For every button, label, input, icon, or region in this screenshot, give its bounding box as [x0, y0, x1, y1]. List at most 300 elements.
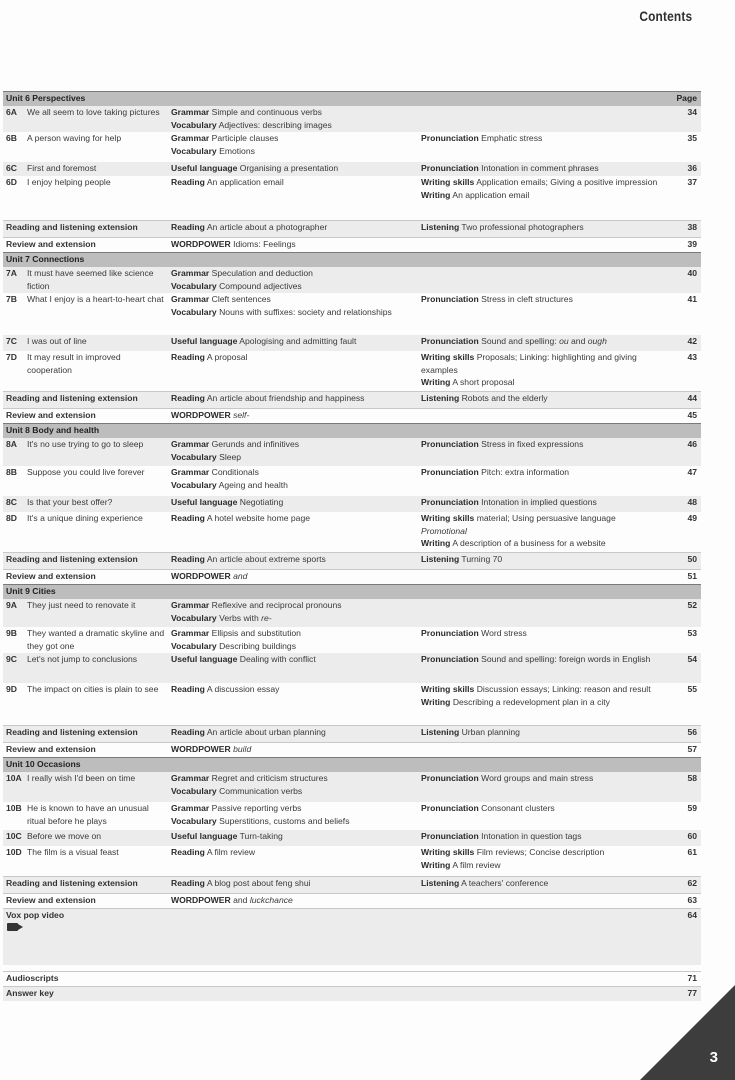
lesson-code: 7B [6, 294, 17, 304]
lesson-topics [171, 599, 416, 624]
label-italic: Promotional [421, 525, 467, 536]
label-bold: Pronunciation [421, 467, 479, 477]
label-text: Robots and the elderly [459, 393, 548, 403]
page-number-cell: 35 [687, 133, 697, 143]
topic-line [171, 512, 416, 525]
skill-line [421, 627, 661, 640]
topic-line [171, 599, 416, 612]
label-bold: Reading [171, 684, 205, 694]
label-bold: Reading [171, 177, 205, 187]
lesson-title: A person waving for help [27, 133, 122, 143]
section-name: Reading and listening extension [6, 222, 138, 232]
label-text: An application email [450, 189, 530, 200]
label-text: Negotiating [237, 497, 284, 507]
label-bold: Writing [421, 538, 451, 548]
page-number-cell: 49 [687, 513, 697, 523]
label-bold: Writing [421, 377, 451, 387]
label-text: Conditionals [209, 467, 259, 477]
section-name: Reading and listening extension [6, 878, 138, 888]
page-number-cell: 63 [687, 895, 697, 905]
lesson-title: It must have seemed like science fiction [27, 268, 154, 291]
label-bold: Writing [421, 696, 451, 707]
skill-line [421, 176, 661, 189]
label-text: An application email [204, 177, 284, 187]
topic-line [171, 496, 416, 509]
topic-line [171, 293, 416, 306]
lesson-skills [421, 466, 661, 479]
unit-name: Unit 10 Occasions [6, 759, 81, 769]
lesson-code: 6C [6, 163, 17, 173]
lesson-title: It may result in improved cooperation [27, 352, 121, 375]
lesson-row [3, 293, 701, 335]
toc-row [3, 552, 701, 569]
toc-row [3, 986, 701, 1001]
label-bold: Writing [421, 859, 451, 870]
label-bold: Vocabulary [171, 815, 217, 826]
section-name: Reading and listening extension [6, 393, 138, 403]
page-number-cell: 54 [687, 654, 697, 664]
skill-line [421, 351, 661, 376]
label-bold: Listening [421, 222, 460, 232]
toc-row [3, 408, 701, 423]
unit-name: Unit 8 Body and health [6, 425, 100, 435]
label-bold: Pronunciation [421, 294, 479, 304]
lesson-title: First and foremost [27, 163, 97, 173]
lesson-skills [421, 162, 661, 175]
lesson-skills [421, 293, 661, 306]
skill-line [421, 132, 661, 145]
unit-name: Unit 6 Perspectives [6, 93, 86, 103]
lesson-topics [171, 106, 416, 131]
unit-header [3, 757, 701, 772]
toc-row [3, 876, 701, 893]
lesson-skills [421, 132, 661, 145]
topic-line [171, 846, 416, 859]
label-text: A teachers' conference [459, 878, 549, 888]
label-text: Adjectives: describing images [216, 119, 332, 130]
lesson-topics [171, 802, 416, 827]
label-bold: Pronunciation [421, 163, 479, 173]
lesson-skills [421, 846, 661, 871]
lesson-topics [171, 238, 416, 251]
label-bold: Pronunciation [421, 654, 479, 664]
lesson-code: 8A [6, 439, 17, 449]
page-number-cell: 59 [687, 803, 697, 813]
topic-line [171, 306, 416, 319]
topic-line [171, 162, 416, 175]
lesson-code: 7D [6, 352, 17, 362]
label-bold: Useful language [171, 336, 238, 346]
label-bold: Listening [421, 727, 460, 737]
label-text: Consonant clusters [478, 803, 555, 813]
lesson-skills [421, 176, 661, 201]
label-bold: Reading [171, 352, 205, 362]
label-text: A description of a business for a website [450, 538, 606, 548]
topic-line [171, 267, 416, 280]
lesson-topics [171, 293, 416, 318]
lesson-topics [171, 877, 416, 890]
page-number-cell: 46 [687, 439, 697, 449]
lesson-title: What I enjoy is a heart-to-heart chat [27, 294, 164, 304]
topic-line [171, 438, 416, 451]
lesson-skills [421, 351, 661, 389]
label-text: Gerunds and infinitives [209, 439, 300, 449]
label-italic: ou [559, 336, 569, 346]
section-name: Answer key [6, 988, 54, 998]
label-text: A hotel website home page [204, 513, 311, 523]
label-bold: Pronunciation [421, 773, 479, 783]
lesson-title: I enjoy helping people [27, 177, 111, 187]
label-text: A short proposal [450, 377, 515, 387]
vox-pop-row [3, 908, 701, 965]
label-bold: Useful language [171, 654, 238, 664]
page-column-label: Page [676, 93, 697, 103]
lesson-code: 10C [6, 831, 22, 841]
skill-line [421, 683, 661, 696]
topic-line [171, 221, 416, 234]
label-text: Emotions [216, 145, 255, 156]
lesson-topics [171, 653, 416, 666]
lesson-code: 9A [6, 600, 17, 610]
lesson-code: 8D [6, 513, 17, 523]
lesson-title: Let's not jump to conclusions [27, 654, 138, 664]
topic-line [171, 238, 416, 251]
label-bold: Pronunciation [421, 336, 479, 346]
label-bold: Grammar [171, 803, 210, 813]
toc-row [3, 220, 701, 237]
lesson-row [3, 466, 701, 496]
lesson-code: 9D [6, 684, 17, 694]
label-text: Idioms: Feelings [230, 239, 296, 249]
label-bold: Writing skills [421, 513, 475, 523]
label-text: Pitch: extra information [478, 467, 570, 477]
lesson-code: 8C [6, 497, 17, 507]
lesson-code: 6B [6, 133, 17, 143]
topic-line [171, 351, 416, 364]
page-number-cell: 56 [687, 727, 697, 737]
label-bold: Grammar [171, 133, 210, 143]
lesson-skills [421, 726, 661, 739]
lesson-skills [421, 653, 661, 666]
skill-line [421, 553, 661, 566]
label-text: An article about a photographer [204, 222, 328, 232]
lesson-topics [171, 570, 416, 583]
skill-line [421, 189, 661, 202]
label-text: A film review [450, 859, 501, 870]
skill-line [421, 335, 661, 348]
toc-row [3, 237, 701, 252]
page-number-cell: 64 [687, 910, 697, 920]
topic-line [171, 479, 416, 492]
lesson-title: They just need to renovate it [27, 600, 136, 610]
page-number-cell: 50 [687, 554, 697, 564]
label-text: Application emails; Giving a positive impression [474, 177, 658, 187]
label-bold: Pronunciation [421, 628, 479, 638]
lesson-title: Is that your best offer? [27, 497, 113, 507]
topic-line [171, 392, 416, 405]
label-bold: Vocabulary [171, 479, 217, 490]
label-bold: Reading [171, 727, 205, 737]
skill-line [421, 859, 661, 872]
skill-line [421, 877, 661, 890]
lesson-topics [171, 438, 416, 463]
page-number-cell: 52 [687, 600, 697, 610]
lesson-code: 10A [6, 773, 22, 783]
lesson-code: 6D [6, 177, 17, 187]
lesson-skills [421, 438, 661, 451]
section-name: Review and extension [6, 239, 96, 249]
lesson-row [3, 599, 701, 627]
skill-line [421, 830, 661, 843]
label-bold: Listening [421, 878, 460, 888]
label-text: Emphatic stress [478, 133, 543, 143]
label-text: Sound and spelling: [478, 336, 560, 346]
lesson-row [3, 132, 701, 162]
lesson-code: 6A [6, 107, 17, 117]
page-number-cell: 39 [687, 239, 697, 249]
label-bold: WORDPOWER [171, 239, 231, 249]
skill-line [421, 846, 661, 859]
label-bold: Grammar [171, 773, 210, 783]
label-text: Regret and criticism structures [209, 773, 328, 783]
toc-row [3, 893, 701, 908]
label-text: Intonation in comment phrases [478, 163, 599, 173]
label-bold: Grammar [171, 268, 210, 278]
label-text: A film review [204, 847, 256, 857]
label-text: Nouns with suffixes: society and relationships [216, 306, 392, 317]
label-bold: Grammar [171, 600, 210, 610]
lesson-topics [171, 162, 416, 175]
lesson-topics [171, 743, 416, 756]
label-bold: Listening [421, 554, 460, 564]
page-number-cell: 55 [687, 684, 697, 694]
label-text: and [230, 895, 250, 905]
section-name: Review and extension [6, 410, 96, 420]
toc-row [3, 971, 701, 986]
topic-line [171, 772, 416, 785]
page-number-cell: 51 [687, 571, 697, 581]
lesson-code: 9B [6, 628, 17, 638]
topic-line [171, 653, 416, 666]
label-text: A discussion essay [204, 684, 280, 694]
label-bold: Pronunciation [421, 133, 479, 143]
label-text: Cleft sentences [209, 294, 271, 304]
page-number-cell: 77 [687, 988, 697, 998]
lesson-skills [421, 553, 661, 566]
label-text: Stress in fixed expressions [478, 439, 584, 449]
section-name: Audioscripts [6, 973, 59, 983]
label-bold: Reading [171, 393, 205, 403]
unit-header [3, 584, 701, 599]
label-italic: and [230, 571, 248, 581]
label-text: Reflexive and reciprocal pronouns [209, 600, 342, 610]
label-text: Ellipsis and substitution [209, 628, 301, 638]
page-number-cell: 53 [687, 628, 697, 638]
label-bold: Listening [421, 393, 460, 403]
skill-line [421, 512, 661, 537]
lesson-title: I really wish I'd been on time [27, 773, 136, 783]
lesson-topics [171, 553, 416, 566]
lesson-topics [171, 894, 416, 907]
label-bold: WORDPOWER [171, 571, 231, 581]
page-number-cell: 57 [687, 744, 697, 754]
topic-line [171, 119, 416, 132]
unit-header [3, 252, 701, 267]
section-name: Reading and listening extension [6, 554, 138, 564]
lesson-skills [421, 335, 661, 348]
page-number-cell: 42 [687, 336, 697, 346]
lesson-topics [171, 466, 416, 491]
lesson-row [3, 512, 701, 552]
topic-line [171, 785, 416, 798]
lesson-row [3, 802, 701, 830]
page-number-cell: 47 [687, 467, 697, 477]
label-bold: Grammar [171, 294, 210, 304]
skill-line [421, 438, 661, 451]
page-number: 3 [709, 1049, 718, 1066]
label-bold: Vocabulary [171, 119, 217, 130]
label-bold: Vocabulary [171, 612, 217, 623]
page-number-cell: 43 [687, 352, 697, 362]
page-number-cell: 48 [687, 497, 697, 507]
label-italic: chance [265, 895, 293, 905]
lesson-row [3, 496, 701, 512]
lesson-code: 8B [6, 467, 17, 477]
unit-header [3, 423, 701, 438]
label-text: Verbs with [216, 612, 262, 623]
label-text: Turning 70 [459, 554, 503, 564]
lesson-skills [421, 627, 661, 640]
lesson-row [3, 683, 701, 725]
label-text: Intonation in question tags [478, 831, 582, 841]
lesson-topics [171, 392, 416, 405]
label-italic: re- [261, 612, 272, 623]
lesson-row [3, 176, 701, 220]
lesson-title: They wanted a dramatic skyline and they got one [27, 628, 165, 651]
label-bold: Vocabulary [171, 451, 217, 462]
label-italic: build [230, 744, 252, 754]
label-text: Stress in cleft structures [478, 294, 573, 304]
lesson-topics [171, 351, 416, 364]
unit-header [3, 91, 701, 106]
lesson-skills [421, 221, 661, 234]
lesson-skills [421, 772, 661, 785]
topic-line [171, 877, 416, 890]
label-italic: self- [230, 410, 250, 420]
lesson-topics [171, 627, 416, 652]
lesson-code: 7A [6, 268, 17, 278]
toc-row [3, 569, 701, 584]
label-bold: Vocabulary [171, 306, 217, 317]
label-bold: Useful language [171, 831, 238, 841]
lesson-row [3, 106, 701, 132]
lesson-topics [171, 409, 416, 422]
toc-row [3, 742, 701, 757]
lesson-skills [421, 877, 661, 890]
topic-line [171, 280, 416, 293]
page-number-cell: 37 [687, 177, 697, 187]
topic-line [171, 176, 416, 189]
label-bold: Pronunciation [421, 439, 479, 449]
lesson-title: He is known to have an unusual ritual before he plays [27, 803, 149, 826]
topic-line [171, 640, 416, 653]
section-name: Vox pop video [6, 910, 65, 920]
lesson-skills [421, 802, 661, 815]
label-text: Word stress [478, 628, 527, 638]
label-bold: Reading [171, 222, 205, 232]
skill-line [421, 392, 661, 405]
skill-line [421, 162, 661, 175]
topic-line [171, 743, 416, 756]
label-bold: Grammar [171, 107, 210, 117]
label-bold: Writing skills [421, 684, 475, 694]
unit-name: Unit 7 Connections [6, 254, 85, 264]
page-number-cell: 60 [687, 831, 697, 841]
skill-line [421, 496, 661, 509]
toc-row [3, 391, 701, 408]
lesson-title: It's no use trying to go to sleep [27, 439, 144, 449]
lesson-topics [171, 846, 416, 859]
lesson-topics [171, 830, 416, 843]
lesson-topics [171, 772, 416, 797]
page-number-cell: 58 [687, 773, 697, 783]
lesson-skills [421, 512, 661, 550]
lesson-topics [171, 221, 416, 234]
page-number-cell: 40 [687, 268, 697, 278]
lesson-skills [421, 496, 661, 509]
lesson-row [3, 438, 701, 466]
lesson-code: 7C [6, 336, 17, 346]
skill-line [421, 726, 661, 739]
lesson-title: The film is a visual feast [27, 847, 119, 857]
topic-line [171, 466, 416, 479]
label-bold: Grammar [171, 439, 210, 449]
label-bold: WORDPOWER [171, 744, 231, 754]
label-text: An article about urban planning [204, 727, 326, 737]
skill-line [421, 772, 661, 785]
label-bold: Grammar [171, 628, 210, 638]
label-text: Superstitions, customs and beliefs [216, 815, 350, 826]
label-text: Urban planning [459, 727, 520, 737]
topic-line [171, 894, 416, 907]
label-bold: Reading [171, 513, 205, 523]
label-bold: WORDPOWER [171, 410, 231, 420]
topic-line [171, 683, 416, 696]
label-bold: Writing skills [421, 177, 475, 187]
lesson-topics [171, 512, 416, 525]
label-italic: luck [249, 895, 266, 905]
label-text: Speculation and deduction [209, 268, 313, 278]
skill-line [421, 376, 661, 389]
lesson-title: The impact on cities is plain to see [27, 684, 159, 694]
skill-line [421, 696, 661, 709]
label-bold: Writing [421, 189, 451, 200]
page-number-cell: 61 [687, 847, 697, 857]
skill-line [421, 221, 661, 234]
label-text: Describing a redevelopment plan in a city [450, 696, 610, 707]
lesson-row [3, 335, 701, 351]
label-text: Simple and continuous verbs [209, 107, 322, 117]
topic-line [171, 451, 416, 464]
label-bold: Vocabulary [171, 280, 217, 291]
label-text: Ageing and health [216, 479, 288, 490]
lesson-topics [171, 683, 416, 696]
lesson-row [3, 830, 701, 846]
label-text: Apologising and admitting fault [237, 336, 357, 346]
skill-line [421, 537, 661, 550]
label-text: An article about friendship and happiness [204, 393, 365, 403]
lesson-title: Suppose you could live forever [27, 467, 145, 477]
